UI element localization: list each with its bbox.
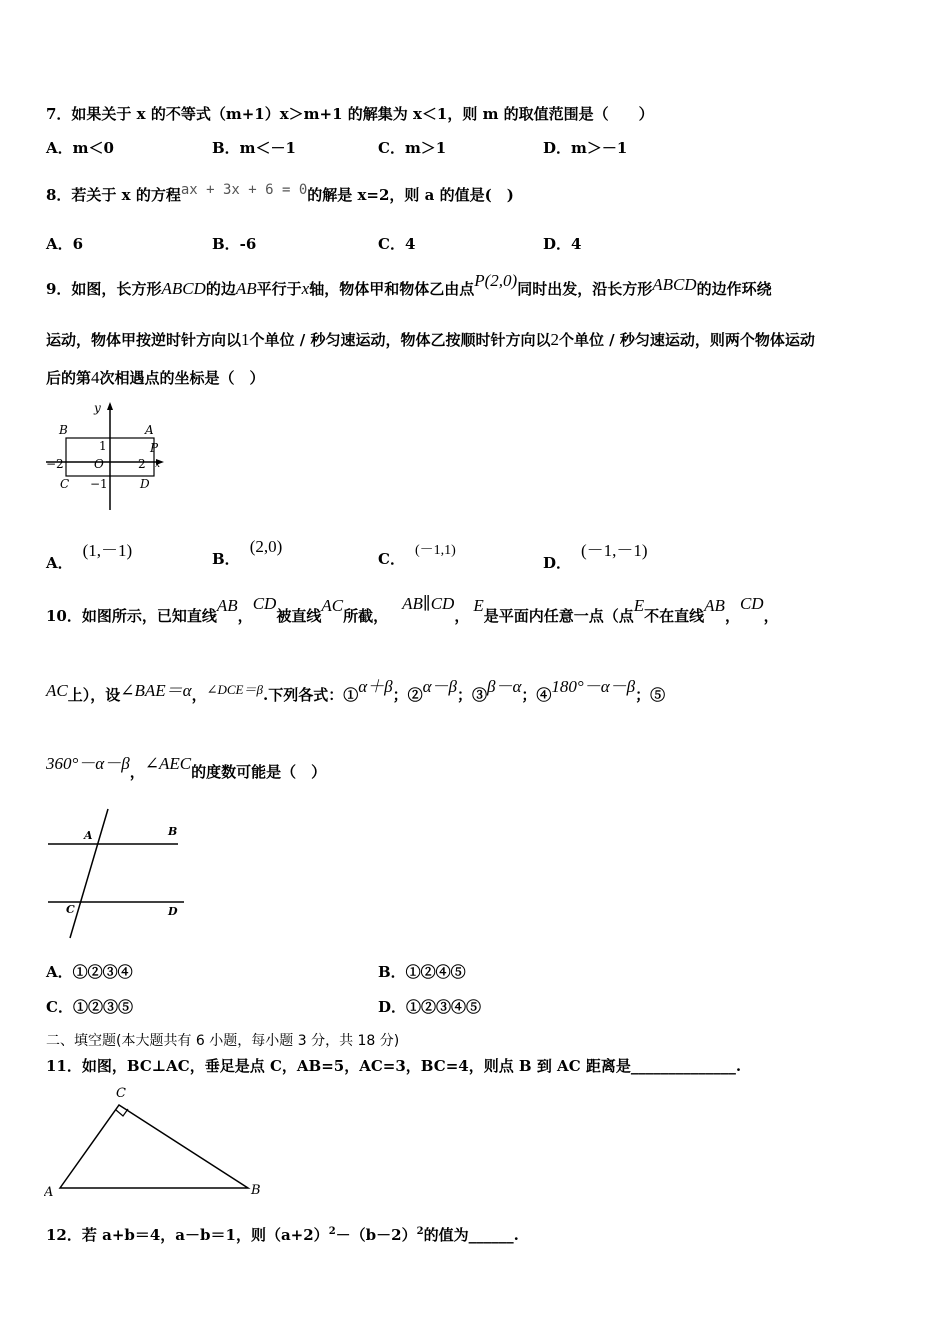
q10-math-e: E <box>473 596 484 615</box>
q12-stem <box>46 1224 519 1245</box>
q9-option-a <box>46 541 133 573</box>
q9-text: 的边 <box>205 280 236 298</box>
q9-option-d <box>543 541 648 573</box>
q9-math-4: 4 <box>91 368 100 387</box>
q10-text: 的度数可能是（ ） <box>191 763 327 781</box>
q9-line1 <box>46 271 772 299</box>
fig-label: A <box>44 1185 54 1200</box>
q12-exponent: 2 <box>328 1226 336 1237</box>
q8-option-d: D．4 <box>543 235 582 253</box>
q7-option-b: B．m＜－1 <box>212 139 296 157</box>
q10-math-dce: ∠DCE＝β <box>206 682 263 697</box>
q9-text: 平行于 <box>256 280 302 298</box>
q10-expr-4: 180°－α－β <box>551 677 636 696</box>
q10-math-aec: ∠AEC <box>144 754 192 773</box>
q9-math-abcd: ABCD <box>161 279 206 298</box>
fig-label: C <box>116 1086 126 1101</box>
q9-rectangle-figure <box>42 398 172 514</box>
triangle-abc <box>60 1105 248 1188</box>
q7-option-a: A．m＜0 <box>46 139 114 157</box>
q10-text: ， <box>454 607 470 625</box>
q9-math-abcd: ABCD <box>652 275 697 294</box>
q9-line3 <box>46 367 265 388</box>
q10-text: 是平面内任意一点（点 <box>483 607 634 625</box>
fig-label: −2 <box>46 457 64 471</box>
y-arrow <box>107 402 113 410</box>
fig-label: A <box>84 829 93 842</box>
fig-label: B <box>168 825 178 838</box>
q10-option-b: B．①②④⑤ <box>378 963 466 981</box>
q10-line3 <box>46 754 327 782</box>
q9-text: 个单位 / 秒匀速运动，则两个物体运动 <box>558 331 815 349</box>
q8-option-c: C．4 <box>378 235 416 253</box>
q10-math-parallel: AB∥CD <box>402 594 455 613</box>
option-value: (1,－1) <box>82 541 133 560</box>
q10-math-ab: AB <box>216 596 238 615</box>
q10-option-c: C．①②③⑤ <box>46 998 133 1016</box>
q9-math-2: 2 <box>550 330 559 349</box>
q12-text: 12．若 a+b＝4，a－b＝1，则（a+2） <box>46 1226 329 1244</box>
q9-text: 轴，物体甲和物体乙由点 <box>309 280 475 298</box>
q9-line2 <box>46 329 815 350</box>
fig-label: y <box>94 401 101 415</box>
q9-option-b <box>212 537 283 569</box>
q10-line1 <box>46 594 779 626</box>
q7-option-d: D．m＞－1 <box>543 139 628 157</box>
option-letter: C． <box>378 550 405 568</box>
q10-text: ， <box>724 607 740 625</box>
q10-text: 10．如图所示，已知直线 <box>46 607 217 625</box>
q10-text: .下列各式：① <box>262 686 359 704</box>
q8-stem-pre: 8．若关于 x 的方程 <box>46 186 181 204</box>
fig-label: D <box>168 905 178 918</box>
option-value: (－1,1) <box>414 543 456 558</box>
q10-text: ；③ <box>457 686 488 704</box>
q10-text: ， <box>191 686 207 704</box>
fig-label: D <box>140 477 150 491</box>
q8-equation: ax + 3x + 6 = 0 <box>180 182 308 198</box>
fig-label: 2 <box>138 457 146 471</box>
fig-label: x <box>155 460 161 470</box>
q8-stem-post: 的解是 x=2，则 a 的值是( ) <box>307 186 514 204</box>
q9-text: 的边作环绕 <box>696 280 772 298</box>
q10-option-a: A．①②③④ <box>46 963 133 981</box>
q12-text: 的值为______. <box>423 1226 519 1244</box>
q11-stem: 11．如图，BC⊥AC，垂足是点 C，AB=5，AC=3，BC=4，则点 B 到 AC 距离是______________. <box>46 1057 742 1075</box>
option-value: (－1,－1) <box>581 541 648 560</box>
q10-math-e: E <box>633 596 645 615</box>
q10-text: 不在直线 <box>644 607 705 625</box>
q10-parallel-lines-figure <box>46 805 191 943</box>
q9-text: 运动，物体甲按逆时针方向以 <box>46 331 242 349</box>
q10-math-bae: ∠BAE＝α <box>120 681 192 700</box>
q9-text: 同时出发，沿长方形 <box>517 280 653 298</box>
option-letter: D． <box>543 554 572 572</box>
q9-math-1: 1 <box>241 330 250 349</box>
q9-option-c <box>378 543 456 569</box>
q10-line2 <box>46 677 666 705</box>
q10-text: ；⑤ <box>635 686 666 704</box>
q10-text: ， <box>129 763 145 781</box>
q10-text: ；④ <box>521 686 552 704</box>
q10-math-ac: AC <box>46 681 68 700</box>
q12-exponent: 2 <box>416 1226 424 1237</box>
q10-expr-2: α－β <box>422 677 457 696</box>
q9-text: 后的第 <box>46 369 92 387</box>
section-heading: 二、填空题(本大题共有 6 小题，每小题 3 分，共 18 分) <box>46 1033 400 1049</box>
q10-text: ， <box>237 607 253 625</box>
q9-text: 9．如图，长方形 <box>46 280 162 298</box>
q8-option-a: A．6 <box>46 235 84 253</box>
q12-text: －（b－2） <box>335 1226 417 1244</box>
fig-label: P <box>150 441 159 455</box>
fig-label: C <box>60 477 70 491</box>
option-value: (2,0) <box>249 537 283 556</box>
fig-label: C <box>66 903 75 916</box>
q10-math-ab: AB <box>704 596 725 615</box>
q9-text: 次相遇点的坐标是（ ） <box>99 369 265 387</box>
fig-label: A <box>145 423 154 437</box>
fig-label: O <box>94 457 104 471</box>
q8-option-b: B．-6 <box>212 235 257 253</box>
q9-math-x: x <box>301 279 310 298</box>
fig-label: 1 <box>99 439 107 453</box>
q10-text: 所截， <box>343 607 389 625</box>
q8-stem <box>46 184 514 205</box>
fig-label: B <box>59 423 68 437</box>
fig-label: B <box>251 1183 261 1198</box>
q9-text: 个单位 / 秒匀速运动，物体乙按顺时针方向以 <box>249 331 551 349</box>
fig-label: −1 <box>90 477 108 491</box>
q9-math-ab: AB <box>235 279 257 298</box>
q11-triangle-figure <box>44 1080 270 1200</box>
q10-math-cd: CD <box>252 594 277 613</box>
q10-math-cd: CD <box>739 594 764 613</box>
q10-expr-5: 360°－α－β <box>46 754 130 773</box>
q7-option-c: C．m＞1 <box>378 139 447 157</box>
q10-expr-1: α＋β <box>358 677 393 696</box>
q9-math-p: P(2,0) <box>474 271 518 290</box>
q10-expr-3: β－α <box>487 677 522 696</box>
q10-text: 上），设 <box>67 686 121 704</box>
q10-option-d: D．①②③④⑤ <box>378 998 482 1016</box>
q7-stem: 7．如果关于 x 的不等式（m+1）x＞m+1 的解集为 x＜1，则 m 的取值范围是（ ） <box>46 105 654 123</box>
q10-text: ， <box>763 607 779 625</box>
q10-math-ac: AC <box>321 596 344 615</box>
option-letter: A． <box>46 554 73 572</box>
q10-text: ；② <box>392 686 423 704</box>
option-letter: B． <box>212 550 240 568</box>
q10-text: 被直线 <box>276 607 322 625</box>
